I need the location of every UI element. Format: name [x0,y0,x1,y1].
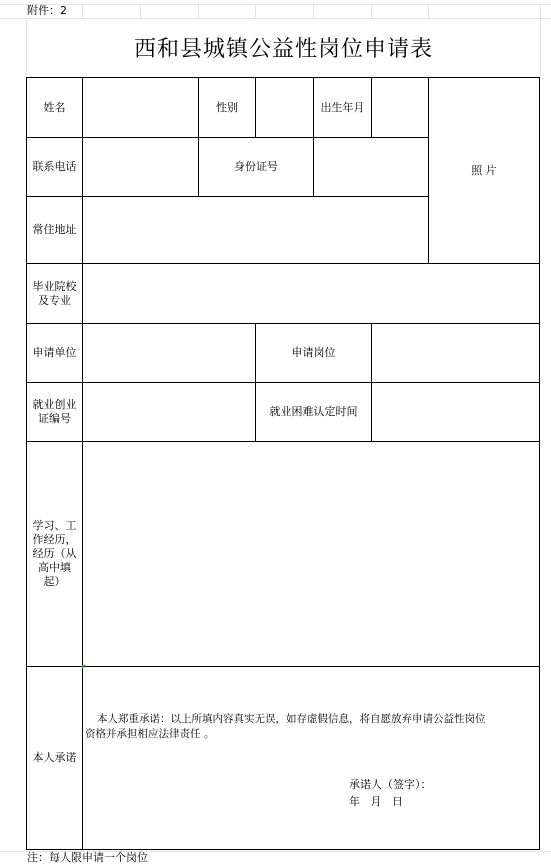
field-school[interactable] [83,264,539,323]
label-name: 姓名 [43,100,66,114]
label-school [27,264,82,323]
label-history [27,442,82,666]
table-border-right [539,77,540,850]
label-cert-line2: 证编号 [38,412,71,425]
label-history-line: 作经历， [32,533,77,546]
label-cert [27,383,82,441]
gridline [540,4,541,18]
footnote: 注：每人限申请一个岗位 [27,851,148,864]
gridline [255,4,256,18]
label-address: 常住地址 [32,223,77,236]
gridline [198,4,199,18]
field-unit[interactable] [83,324,255,382]
field-gender[interactable] [256,78,313,137]
gridline [313,4,314,18]
gridline [0,18,551,19]
field-address[interactable] [83,197,428,263]
gridline [140,4,141,18]
gridline [371,4,372,18]
field-birth[interactable] [372,78,428,137]
field-cert[interactable] [83,383,255,441]
field-history[interactable] [83,442,539,666]
label-history-line: 经历（从 [32,547,77,560]
field-id-number[interactable] [314,138,428,196]
label-school-line1: 毕业院校 [32,279,77,293]
label-history-line: 起） [43,575,66,588]
label-cert-line1: 就业创业 [32,398,77,411]
label-position: 申请岗位 [291,346,336,359]
attachment-label: 附件：2 [27,4,67,17]
signature-label[interactable]: 承诺人（签字）： [349,778,432,791]
commitment-text-line1: 本人郑重承诺：以上所填内容真实无误，如存虚假信息，将自愿放弃申请公益性岗位 [97,713,486,725]
field-position[interactable] [372,324,539,382]
commitment-content [83,667,539,849]
photo-box[interactable]: 照 片 [471,163,497,177]
label-gender: 性别 [216,100,238,114]
table-border-bottom [26,849,540,850]
commitment-text-line2: 资格并承担相应法律责任 。 [85,728,215,740]
label-phone: 联系电话 [32,160,77,173]
label-id-number: 身份证号 [234,160,278,173]
label-history-line: 学习、工 [32,519,77,532]
field-name[interactable] [83,78,198,137]
label-difficulty-time: 就业困难认定时间 [269,405,358,418]
signature-date[interactable]: 年 月 日 [349,795,403,808]
label-history-line: 高中填 [38,561,71,574]
label-unit: 申请单位 [32,346,77,359]
gridline [82,4,83,18]
field-phone[interactable] [83,138,198,196]
label-birth: 出生年月 [320,100,365,114]
label-school-line2: 及专业 [38,293,71,307]
label-commitment: 本人承诺 [32,751,77,764]
field-difficulty-time[interactable] [372,383,539,441]
form-title: 西和县城镇公益性岗位申请表 [133,37,433,62]
gridline [428,4,429,18]
